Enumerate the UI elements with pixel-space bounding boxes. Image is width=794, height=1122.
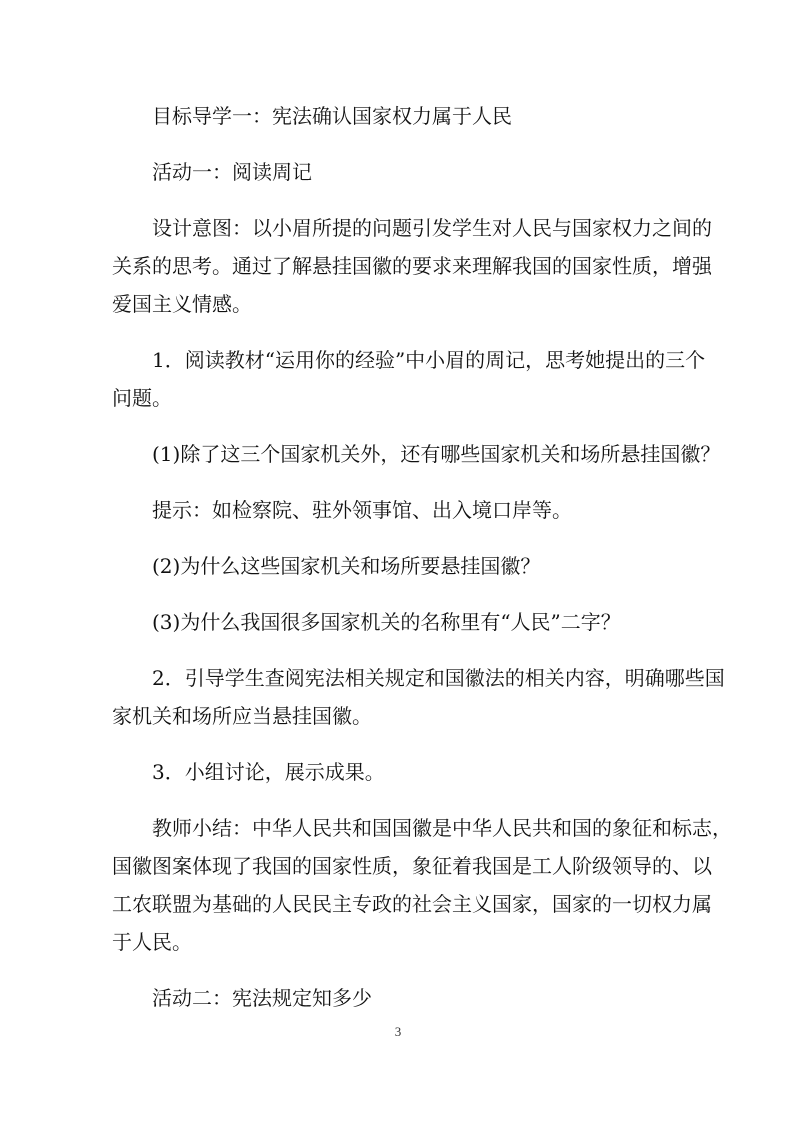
summary-line: 国徽图案体现了我国的国家性质，象征着我国是工人阶级领导的、以 — [112, 854, 712, 878]
summary-line: 教师小结：中华人民共和国国徽是中华人民共和国的象征和标志， — [152, 816, 732, 840]
design-intent-line: 爱国主义情感。 — [112, 292, 252, 316]
instruction-line: 3．小组讨论，展示成果。 — [152, 760, 385, 784]
document-body — [112, 97, 732, 1017]
activity-heading: 活动二：宪法规定知多少 — [152, 986, 372, 1010]
question-line: (2)为什么这些国家机关和场所要悬挂国徽？ — [152, 554, 541, 578]
question-line: (1)除了这三个国家机关外，还有哪些国家机关和场所悬挂国徽？ — [152, 442, 721, 466]
section-heading: 目标导学一：宪法确认国家权力属于人民 — [152, 104, 512, 128]
instruction-line: 1．阅读教材“运用你的经验”中小眉的周记，思考她提出的三个 — [152, 348, 706, 372]
page-number: 3 — [394, 1024, 402, 1039]
instruction-line: 2．引导学生查阅宪法相关规定和国徽法的相关内容，明确哪些国 — [152, 666, 725, 690]
design-intent-line: 设计意图：以小眉所提的问题引发学生对人民与国家权力之间的 — [152, 216, 712, 240]
activity-heading: 活动一：阅读周记 — [152, 160, 312, 184]
summary-line: 于人民。 — [112, 930, 192, 954]
hint-line: 提示：如检察院、驻外领事馆、出入境口岸等。 — [152, 498, 572, 522]
question-line: (3)为什么我国很多国家机关的名称里有“人民”二字？ — [152, 610, 621, 634]
design-intent-line: 关系的思考。通过了解悬挂国徽的要求来理解我国的国家性质，增强 — [112, 254, 712, 278]
instruction-line: 家机关和场所应当悬挂国徽。 — [112, 704, 372, 728]
instruction-line: 问题。 — [112, 386, 172, 410]
summary-line: 工农联盟为基础的人民民主专政的社会主义国家，国家的一切权力属 — [112, 892, 712, 916]
